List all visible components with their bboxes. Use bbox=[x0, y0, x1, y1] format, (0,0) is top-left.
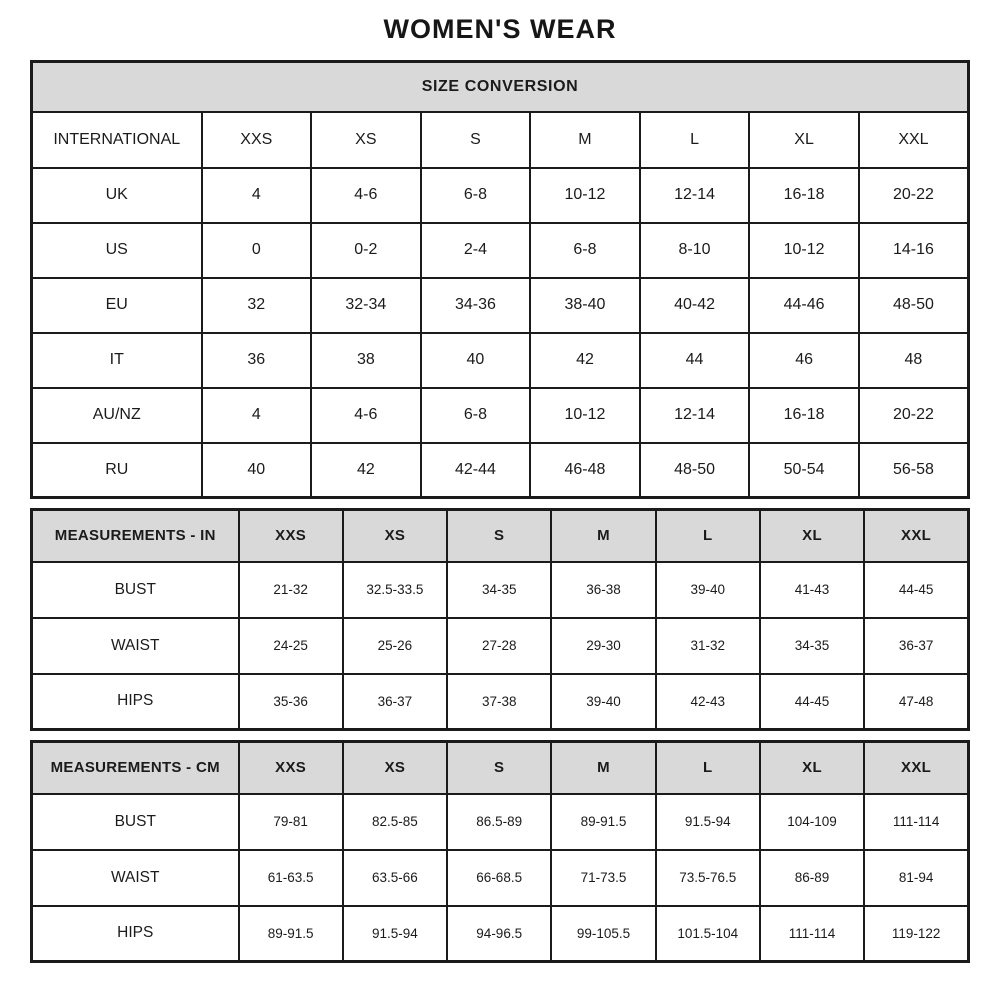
size-cell: 10-12 bbox=[530, 168, 640, 223]
table-row-us bbox=[32, 223, 969, 278]
size-cell: 32 bbox=[202, 278, 312, 333]
size-cell: 2-4 bbox=[421, 223, 531, 278]
measure-cell: 94-96.5 bbox=[447, 906, 551, 962]
size-cell: 0 bbox=[202, 223, 312, 278]
measure-cell: 36-37 bbox=[343, 674, 447, 730]
measure-cell: 39-40 bbox=[551, 674, 655, 730]
size-cell: 10-12 bbox=[530, 388, 640, 443]
column-header-l: L bbox=[656, 510, 760, 562]
size-conversion-banner-row bbox=[32, 62, 969, 112]
column-header-xxl: XXL bbox=[864, 510, 968, 562]
size-cell: 38 bbox=[311, 333, 421, 388]
size-cell: 48-50 bbox=[859, 278, 969, 333]
measure-cell: 89-91.5 bbox=[239, 906, 343, 962]
size-cell: 12-14 bbox=[640, 388, 750, 443]
measure-cell: 91.5-94 bbox=[343, 906, 447, 962]
measure-cell: 82.5-85 bbox=[343, 794, 447, 850]
measure-cell: 42-43 bbox=[656, 674, 760, 730]
column-header-l: L bbox=[640, 112, 750, 168]
row-label-us: US bbox=[32, 223, 202, 278]
size-cell: 42-44 bbox=[421, 443, 531, 498]
column-header-xs: XS bbox=[343, 742, 447, 794]
size-cell: 40 bbox=[202, 443, 312, 498]
size-cell: 46 bbox=[749, 333, 859, 388]
column-header-xxs: XXS bbox=[239, 742, 343, 794]
size-cell: 14-16 bbox=[859, 223, 969, 278]
size-cell: 42 bbox=[311, 443, 421, 498]
table-row-ru bbox=[32, 443, 969, 498]
measure-cell: 89-91.5 bbox=[551, 794, 655, 850]
size-cell: 34-36 bbox=[421, 278, 531, 333]
column-header-m: M bbox=[551, 510, 655, 562]
size-cell: 44-46 bbox=[749, 278, 859, 333]
measure-cell: 111-114 bbox=[760, 906, 864, 962]
measure-cell: 63.5-66 bbox=[343, 850, 447, 906]
measure-cell: 71-73.5 bbox=[551, 850, 655, 906]
measurements-cm-header-row bbox=[32, 742, 969, 794]
measure-cell: 86.5-89 bbox=[447, 794, 551, 850]
size-cell: 6-8 bbox=[421, 168, 531, 223]
column-header-international: INTERNATIONAL bbox=[32, 112, 202, 168]
measure-cell: 34-35 bbox=[447, 562, 551, 618]
measure-cell: 86-89 bbox=[760, 850, 864, 906]
column-header-xxs: XXS bbox=[202, 112, 312, 168]
table-row-it bbox=[32, 333, 969, 388]
table-row-uk bbox=[32, 168, 969, 223]
size-cell: 40-42 bbox=[640, 278, 750, 333]
size-cell: 42 bbox=[530, 333, 640, 388]
page-title: WOMEN'S WEAR bbox=[383, 14, 617, 44]
measure-cell: 61-63.5 bbox=[239, 850, 343, 906]
measure-cell: 31-32 bbox=[656, 618, 760, 674]
size-cell: 36 bbox=[202, 333, 312, 388]
size-conversion-columns-row bbox=[32, 112, 969, 168]
table-row-hips-in bbox=[32, 674, 969, 730]
table-row-hips-cm bbox=[32, 906, 969, 962]
measure-cell: 101.5-104 bbox=[656, 906, 760, 962]
row-label-bust: BUST bbox=[32, 794, 239, 850]
size-cell: 44 bbox=[640, 333, 750, 388]
measure-cell: 99-105.5 bbox=[551, 906, 655, 962]
table-row-aunz bbox=[32, 388, 969, 443]
measure-cell: 111-114 bbox=[864, 794, 968, 850]
size-cell: 12-14 bbox=[640, 168, 750, 223]
measurements-in-table bbox=[30, 508, 970, 731]
table-row-bust-in bbox=[32, 562, 969, 618]
measure-cell: 25-26 bbox=[343, 618, 447, 674]
measurements-cm-table bbox=[30, 740, 970, 963]
table-row-waist-cm bbox=[32, 850, 969, 906]
column-header-m: M bbox=[530, 112, 640, 168]
size-cell: 48 bbox=[859, 333, 969, 388]
measure-cell: 36-37 bbox=[864, 618, 968, 674]
measure-cell: 79-81 bbox=[239, 794, 343, 850]
measure-cell: 29-30 bbox=[551, 618, 655, 674]
size-cell: 38-40 bbox=[530, 278, 640, 333]
size-cell: 56-58 bbox=[859, 443, 969, 498]
measure-cell: 73.5-76.5 bbox=[656, 850, 760, 906]
size-conversion-table bbox=[30, 60, 970, 499]
row-label-waist: WAIST bbox=[32, 850, 239, 906]
row-label-ru: RU bbox=[32, 443, 202, 498]
measure-cell: 24-25 bbox=[239, 618, 343, 674]
column-header-xl: XL bbox=[760, 742, 864, 794]
size-cell: 6-8 bbox=[421, 388, 531, 443]
column-header-xxs: XXS bbox=[239, 510, 343, 562]
column-header-s: S bbox=[447, 742, 551, 794]
column-header-m: M bbox=[551, 742, 655, 794]
measure-cell: 37-38 bbox=[447, 674, 551, 730]
measure-cell: 47-48 bbox=[864, 674, 968, 730]
size-cell: 4-6 bbox=[311, 168, 421, 223]
row-label-aunz: AU/NZ bbox=[32, 388, 202, 443]
measure-cell: 66-68.5 bbox=[447, 850, 551, 906]
column-header-xs: XS bbox=[343, 510, 447, 562]
column-header-xs: XS bbox=[311, 112, 421, 168]
size-cell: 48-50 bbox=[640, 443, 750, 498]
column-header-xxl: XXL bbox=[864, 742, 968, 794]
column-header-xl: XL bbox=[749, 112, 859, 168]
measure-cell: 39-40 bbox=[656, 562, 760, 618]
column-header-xl: XL bbox=[760, 510, 864, 562]
table-row-waist-in bbox=[32, 618, 969, 674]
measure-cell: 41-43 bbox=[760, 562, 864, 618]
row-label-it: IT bbox=[32, 333, 202, 388]
measure-cell: 119-122 bbox=[864, 906, 968, 962]
size-cell: 10-12 bbox=[749, 223, 859, 278]
table-row-bust-cm bbox=[32, 794, 969, 850]
row-label-eu: EU bbox=[32, 278, 202, 333]
size-cell: 16-18 bbox=[749, 388, 859, 443]
measure-cell: 44-45 bbox=[760, 674, 864, 730]
size-cell: 16-18 bbox=[749, 168, 859, 223]
size-cell: 50-54 bbox=[749, 443, 859, 498]
size-cell: 32-34 bbox=[311, 278, 421, 333]
column-header-s: S bbox=[421, 112, 531, 168]
measure-cell: 35-36 bbox=[239, 674, 343, 730]
size-cell: 46-48 bbox=[530, 443, 640, 498]
size-cell: 20-22 bbox=[859, 388, 969, 443]
size-cell: 8-10 bbox=[640, 223, 750, 278]
size-cell: 4-6 bbox=[311, 388, 421, 443]
table-row-eu bbox=[32, 278, 969, 333]
column-header-l: L bbox=[656, 742, 760, 794]
measure-cell: 21-32 bbox=[239, 562, 343, 618]
size-cell: 20-22 bbox=[859, 168, 969, 223]
size-cell: 4 bbox=[202, 168, 312, 223]
measure-cell: 34-35 bbox=[760, 618, 864, 674]
size-cell: 0-2 bbox=[311, 223, 421, 278]
measure-cell: 36-38 bbox=[551, 562, 655, 618]
measure-cell: 32.5-33.5 bbox=[343, 562, 447, 618]
measurements-in-header: MEASUREMENTS - IN bbox=[32, 510, 239, 562]
size-conversion-header: SIZE CONVERSION bbox=[32, 62, 969, 112]
measurements-in-header-row bbox=[32, 510, 969, 562]
size-cell: 4 bbox=[202, 388, 312, 443]
row-label-uk: UK bbox=[32, 168, 202, 223]
measure-cell: 104-109 bbox=[760, 794, 864, 850]
size-cell: 40 bbox=[421, 333, 531, 388]
column-header-s: S bbox=[447, 510, 551, 562]
measure-cell: 44-45 bbox=[864, 562, 968, 618]
row-label-hips: HIPS bbox=[32, 674, 239, 730]
row-label-hips: HIPS bbox=[32, 906, 239, 962]
row-label-waist: WAIST bbox=[32, 618, 239, 674]
measure-cell: 81-94 bbox=[864, 850, 968, 906]
measure-cell: 27-28 bbox=[447, 618, 551, 674]
column-header-xxl: XXL bbox=[859, 112, 969, 168]
measure-cell: 91.5-94 bbox=[656, 794, 760, 850]
row-label-bust: BUST bbox=[32, 562, 239, 618]
size-cell: 6-8 bbox=[530, 223, 640, 278]
measurements-cm-header: MEASUREMENTS - CM bbox=[32, 742, 239, 794]
